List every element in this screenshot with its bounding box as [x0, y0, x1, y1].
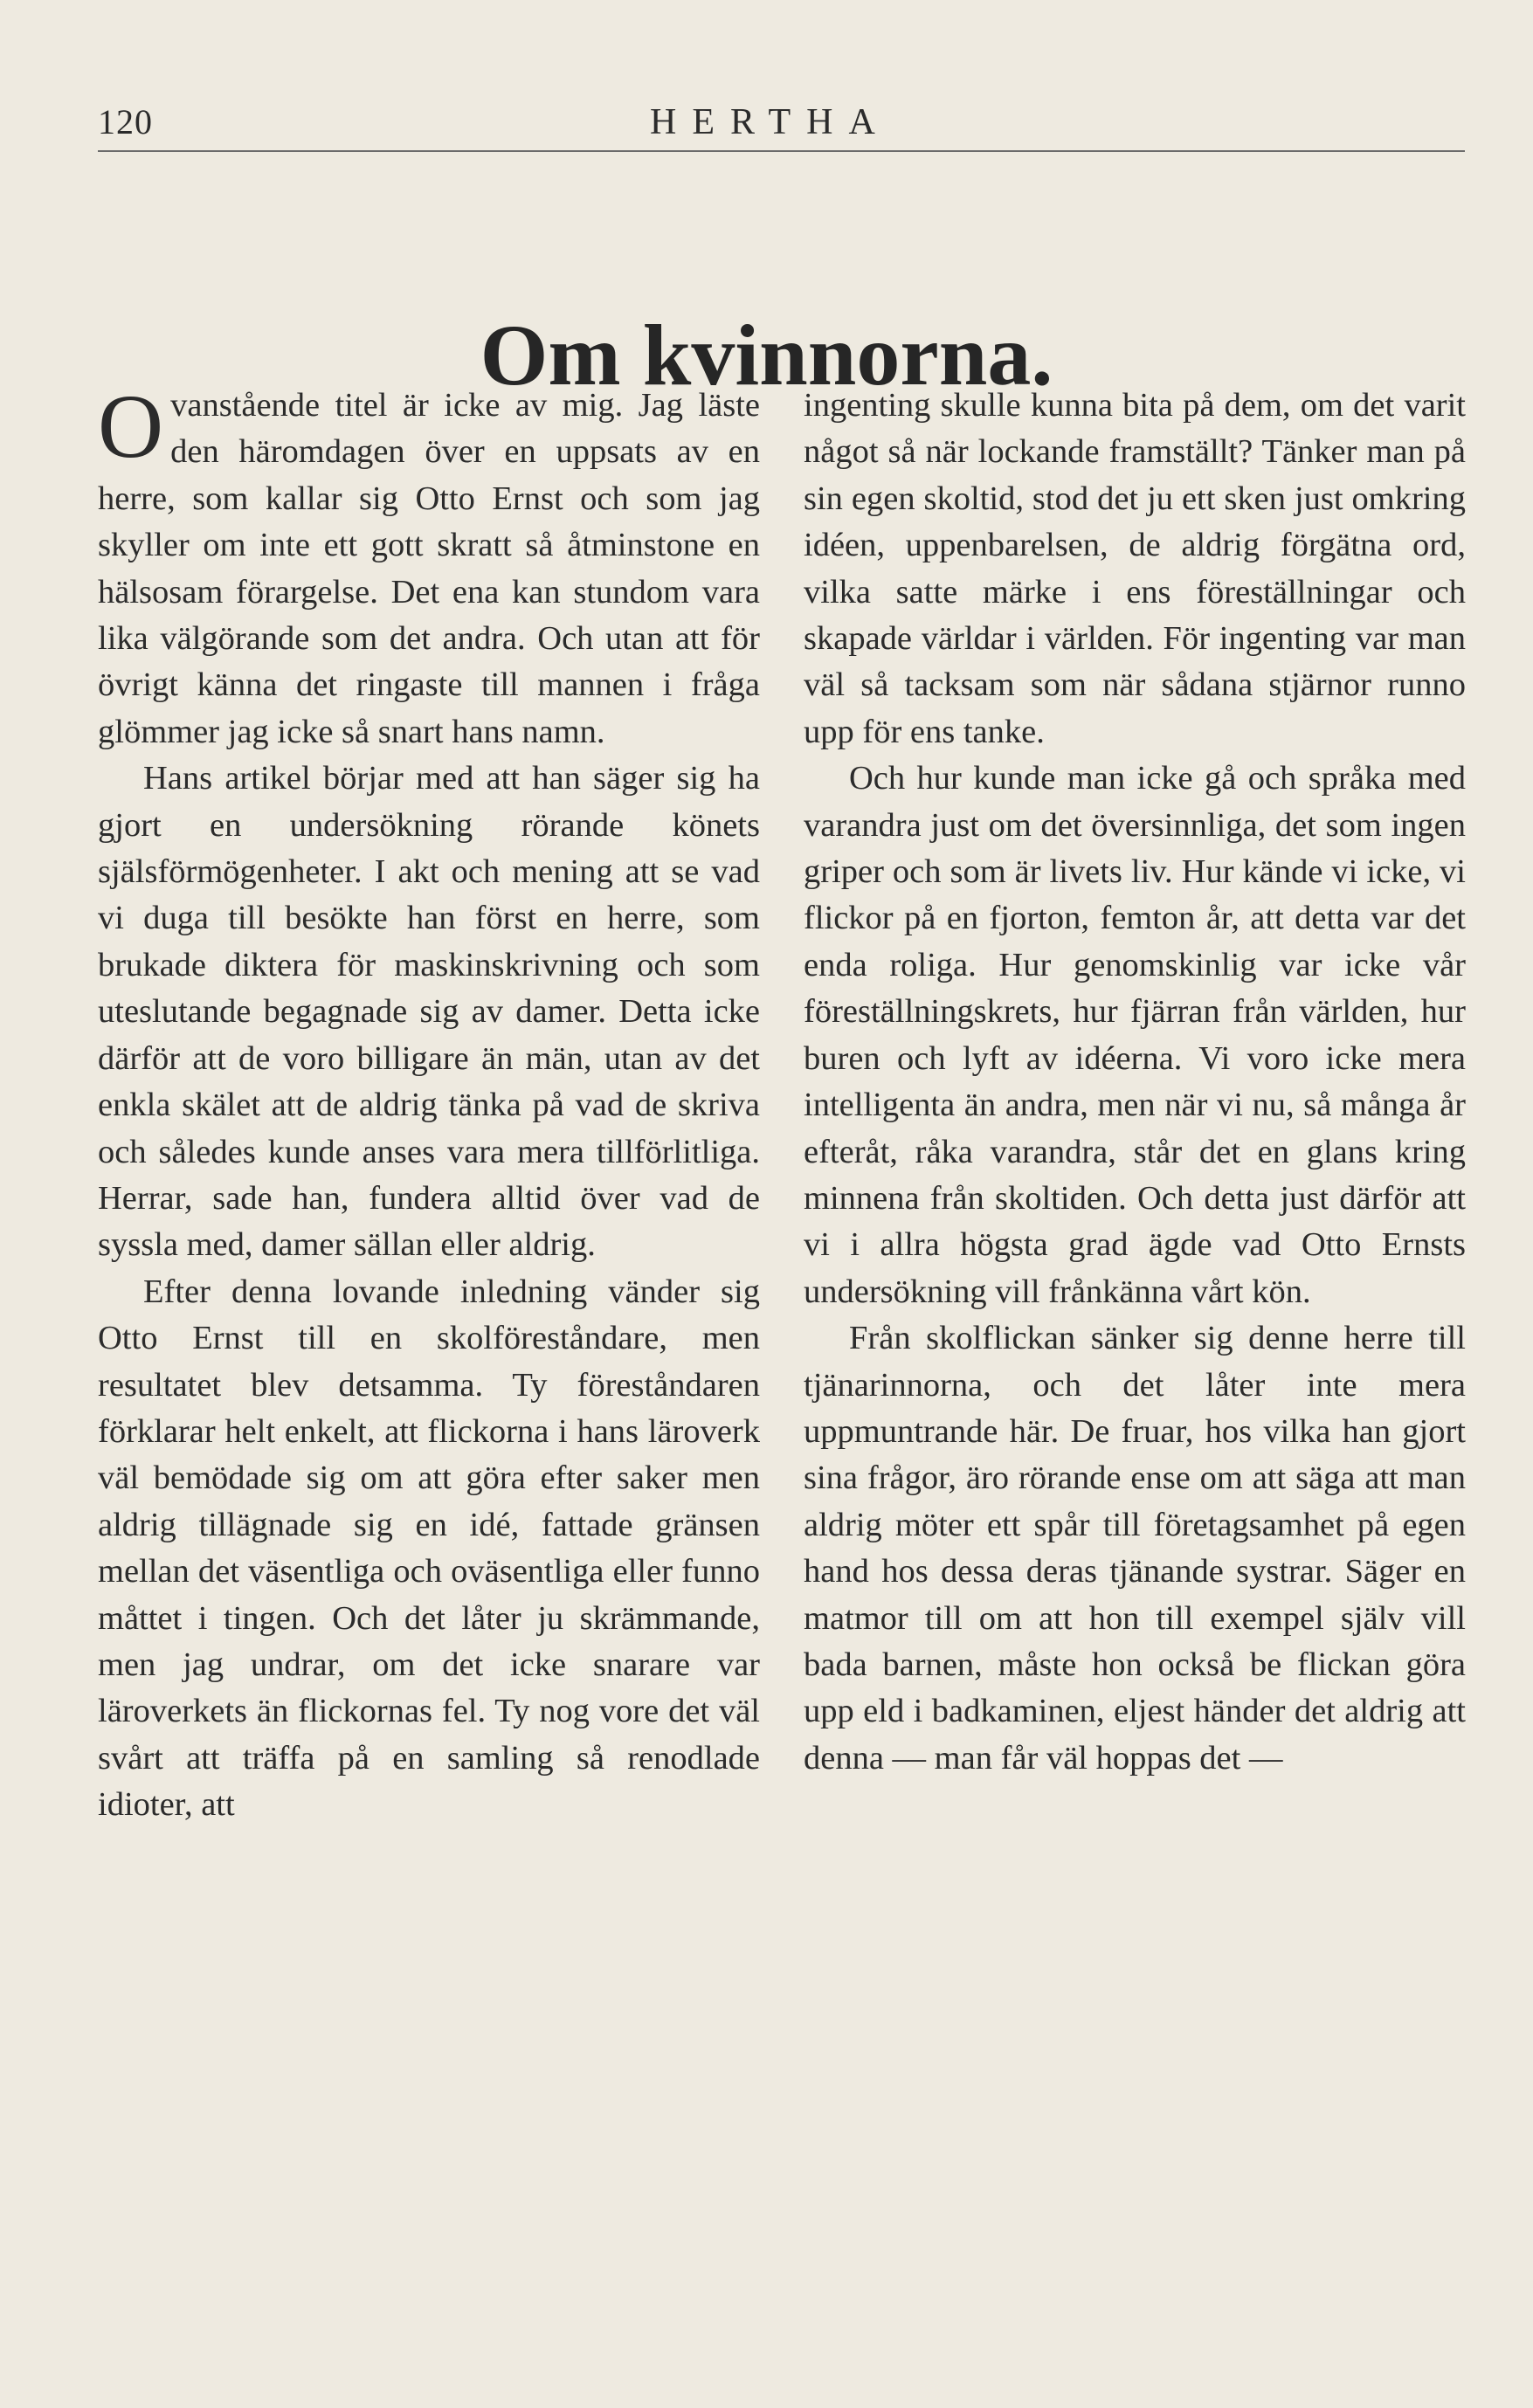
drop-cap: O — [98, 376, 164, 477]
paragraph: Hans artikel börjar med att han säger sig ha gjort en undersökning rörande könets själsförmögenheter. I akt och mening att se vad vi duga till besökte han först en herre, som brukade diktera för maskinskrivning och som uteslutande begagnade sig av damer. Detta icke därför att de voro billigare än män, utan av det enkla skälet att de aldrig tänka på vad de skriva och således kunde anses vara mera tillförlitliga. Herrar, sade han, fundera alltid över vad de syssla med, damer sällan eller aldrig. — [98, 760, 760, 1264]
running-header — [98, 94, 1465, 147]
paragraph: Och hur kunde man icke gå och språka med varandra just om det översinnliga, det som ingen griper och som är livets liv. Hur kände vi icke, vi flickor på en fjorton, femton år, att detta var det enda roliga. Hur genomskinlig var icke vår föreställningskrets, hur fjärran från världen, hur buren och lyft av idéerna. Vi voro icke mera intelligenta än andra, men när vi nu, så många år efteråt, råka varandra, står det en glans kring minnena från skoltiden. Och detta just därför att vi i allra högsta grad ägde vad Otto Ernsts undersökning vill frånkänna vårt kön. — [804, 760, 1466, 1310]
paragraph: ingenting skulle kunna bita på dem, om det varit något så när lockande framställt? Tänker man på sin egen skoltid, stod det ju ett sken just omkring idéen, uppenbarelsen, de aldrig förgätna ord, vilka satte märke i ens föreställningar och skapade världar i världen. För ingenting var man väl så tacksam som när sådana stjärnor runno upp för ens tanke. — [804, 387, 1466, 750]
page-number: 120 — [98, 102, 153, 141]
paragraph-text: vanstående titel är icke av mig. Jag läste den häromdagen över en uppsats av en herre, som kallar sig Otto Ernst och som jag skyller om inte ett gott skratt så åtminstone en hälsosam förargelse. Det ena kan stundom vara lika välgörande som det andra. Och utan att för övrigt känna det ringaste till mannen i fråga glömmer jag icke så snart hans namn. — [98, 387, 760, 750]
paragraph: Från skolflickan sänker sig denne herre till tjänarinnorna, och det låter inte mera uppmuntrande här. De fruar, hos vilka han gjort sina frågor, äro rörande ense om att säga att man aldrig möter ett spår till företagsamhet på egen hand hos dessa deras tjänande systrar. Säger en matmor till om att hon till exempel själv vill bada barnen, måste hon också be flickan göra upp eld i badkaminen, eljest händer det aldrig att denna — man får väl hoppas det — — [804, 1320, 1466, 1777]
article-title: Om kvinnorna. — [480, 307, 1053, 404]
paragraph — [98, 376, 760, 756]
header-rule — [98, 150, 1465, 152]
journal-name: HERTHA — [650, 102, 891, 142]
left-column — [98, 376, 760, 1829]
right-column — [804, 383, 1466, 1782]
paragraph: Efter denna lovande inledning vänder sig Otto Ernst till en skolföreståndare, men resultatet blev detsamma. Ty föreståndaren förklarar helt enkelt, att flickorna i hans läroverk väl bemödade sig om att göra efter saker men aldrig tillägnade sig en idé, fattade gränsen mellan det väsentliga och oväsentliga eller funno måttet i tingen. Och det låter ju skrämmande, men jag undrar, om det icke snarare var läroverkets än flickornas fel. Ty nog vore det väl svårt att träffa på en samling så renodlade idioter, att — [98, 1273, 760, 1824]
